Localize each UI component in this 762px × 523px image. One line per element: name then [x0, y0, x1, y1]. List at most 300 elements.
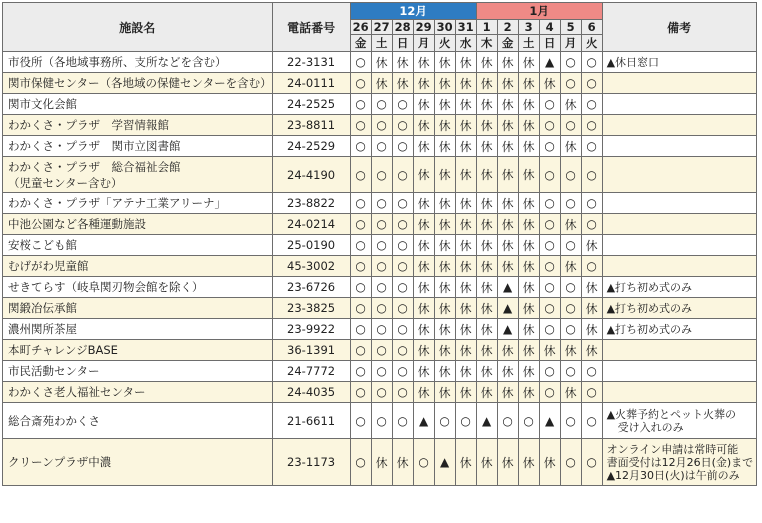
status-cell: 休: [518, 319, 539, 340]
status-cell: ○: [392, 115, 413, 136]
status-cell: ○: [392, 361, 413, 382]
status-cell: 休: [476, 340, 497, 361]
status-cell: 休: [560, 256, 581, 277]
status-cell: 休: [518, 298, 539, 319]
weekday: 金: [497, 35, 518, 52]
status-cell: 休: [518, 52, 539, 73]
status-cell: 休: [434, 298, 455, 319]
day-number: 4: [539, 20, 560, 35]
status-cell: 休: [497, 340, 518, 361]
phone-number: 24-2525: [272, 94, 350, 115]
status-cell: 休: [560, 214, 581, 235]
weekday: 日: [392, 35, 413, 52]
facility-name-line: わかくさ・プラザ「アテナ工業アリーナ」: [8, 196, 227, 210]
status-cell: ○: [581, 73, 602, 94]
status-cell: 休: [539, 439, 560, 486]
month-december: 12月: [350, 3, 476, 20]
table-row: [3, 157, 757, 193]
notes-cell: [602, 214, 756, 235]
status-cell: 休: [518, 361, 539, 382]
phone-number: 24-2529: [272, 136, 350, 157]
status-cell: 休: [539, 340, 560, 361]
status-cell: 休: [581, 298, 602, 319]
status-cell: ○: [539, 319, 560, 340]
day-number: 31: [455, 20, 476, 35]
status-cell: 休: [560, 340, 581, 361]
status-cell: 休: [476, 382, 497, 403]
status-cell: ○: [392, 403, 413, 439]
status-cell: 休: [476, 94, 497, 115]
weekday: 月: [560, 35, 581, 52]
status-cell: 休: [455, 115, 476, 136]
status-cell: ○: [350, 298, 371, 319]
status-cell: 休: [434, 214, 455, 235]
status-cell: ○: [581, 361, 602, 382]
phone-number: 24-7772: [272, 361, 350, 382]
status-cell: 休: [455, 214, 476, 235]
status-cell: 休: [497, 256, 518, 277]
day-number: 30: [434, 20, 455, 35]
status-cell: 休: [455, 73, 476, 94]
month-january: 1月: [476, 3, 602, 20]
day-number: 1: [476, 20, 497, 35]
phone-number: 23-3825: [272, 298, 350, 319]
status-cell: 休: [455, 136, 476, 157]
note-line: ▲休日窓口: [606, 55, 660, 69]
status-cell: ○: [371, 94, 392, 115]
facility-name-line: 関市文化会館: [8, 97, 77, 111]
status-cell: 休: [476, 115, 497, 136]
status-cell: 休: [518, 136, 539, 157]
status-cell: 休: [497, 235, 518, 256]
table-row: [3, 361, 757, 382]
phone-number: 23-8811: [272, 115, 350, 136]
status-cell: 休: [476, 157, 497, 193]
table-row: [3, 193, 757, 214]
status-cell: 休: [455, 382, 476, 403]
notes-cell: [602, 340, 756, 361]
status-cell: ○: [371, 157, 392, 193]
weekday: 日: [539, 35, 560, 52]
phone-number: 23-8822: [272, 193, 350, 214]
status-cell: ○: [392, 157, 413, 193]
status-cell: 休: [497, 382, 518, 403]
weekday: 水: [455, 35, 476, 52]
status-cell: ▲: [434, 439, 455, 486]
facility-name: [3, 403, 273, 439]
status-cell: 休: [455, 340, 476, 361]
notes-cell: [602, 298, 756, 319]
status-cell: ○: [392, 298, 413, 319]
facility-name: [3, 340, 273, 361]
status-cell: 休: [413, 382, 434, 403]
status-cell: 休: [413, 277, 434, 298]
status-cell: 休: [518, 115, 539, 136]
facility-name-line: 関鍛冶伝承館: [8, 301, 77, 315]
note-line: ▲火葬予約とペット火葬の: [606, 407, 737, 421]
status-cell: ○: [560, 235, 581, 256]
weekday: 金: [350, 35, 371, 52]
phone-number: 24-4035: [272, 382, 350, 403]
status-cell: ○: [350, 256, 371, 277]
notes-header: 備考: [602, 3, 756, 52]
phone-number: 45-3002: [272, 256, 350, 277]
facility-name-line: わかくさ・プラザ 関市立図書館: [8, 139, 181, 153]
status-cell: ○: [539, 157, 560, 193]
status-cell: 休: [497, 439, 518, 486]
weekday: 木: [476, 35, 497, 52]
facility-name: [3, 382, 273, 403]
status-cell: 休: [518, 94, 539, 115]
status-cell: ○: [350, 319, 371, 340]
status-cell: 休: [539, 73, 560, 94]
status-cell: ○: [350, 277, 371, 298]
status-cell: ○: [539, 193, 560, 214]
table-row: [3, 115, 757, 136]
status-cell: 休: [476, 319, 497, 340]
facility-name-line: 総合斎苑わかくさ: [8, 413, 100, 428]
facility-header: 施設名: [3, 3, 273, 52]
status-cell: ○: [371, 214, 392, 235]
status-cell: 休: [434, 361, 455, 382]
status-cell: ○: [350, 439, 371, 486]
status-cell: ○: [581, 439, 602, 486]
status-cell: ○: [518, 403, 539, 439]
status-cell: ▲: [539, 52, 560, 73]
status-cell: ○: [539, 256, 560, 277]
status-cell: 休: [581, 340, 602, 361]
status-cell: 休: [518, 256, 539, 277]
status-cell: 休: [497, 193, 518, 214]
status-cell: 休: [455, 52, 476, 73]
facility-name: [3, 115, 273, 136]
status-cell: 休: [455, 94, 476, 115]
status-cell: 休: [560, 94, 581, 115]
facility-name-line: 安桜こども館: [8, 238, 77, 252]
status-cell: 休: [413, 340, 434, 361]
note-line: ▲打ち初め式のみ: [606, 322, 693, 336]
status-cell: 休: [518, 193, 539, 214]
status-cell: 休: [434, 382, 455, 403]
facility-name-line: せきてらす（岐阜関刃物会館を除く）: [8, 280, 204, 294]
facility-name-line: わかくさ老人福祉センター: [8, 385, 146, 399]
status-cell: 休: [518, 214, 539, 235]
day-number: 27: [371, 20, 392, 35]
status-cell: 休: [413, 73, 434, 94]
facility-name: [3, 52, 273, 73]
status-cell: 休: [392, 73, 413, 94]
day-number: 2: [497, 20, 518, 35]
status-cell: ○: [371, 277, 392, 298]
status-cell: ○: [350, 214, 371, 235]
status-cell: 休: [413, 52, 434, 73]
status-cell: 休: [434, 52, 455, 73]
status-cell: ○: [455, 403, 476, 439]
status-cell: 休: [497, 94, 518, 115]
facility-name-line: 関市保健センター（各地域の保健センターを含む）: [8, 76, 272, 90]
status-cell: 休: [518, 439, 539, 486]
status-cell: 休: [434, 256, 455, 277]
status-cell: 休: [497, 157, 518, 193]
status-cell: ○: [497, 403, 518, 439]
phone-number: 25-0190: [272, 235, 350, 256]
status-cell: 休: [476, 214, 497, 235]
status-cell: 休: [413, 193, 434, 214]
status-cell: ○: [371, 319, 392, 340]
status-cell: 休: [581, 319, 602, 340]
status-cell: 休: [497, 115, 518, 136]
status-cell: ▲: [497, 277, 518, 298]
status-cell: 休: [476, 193, 497, 214]
phone-number: 23-1173: [272, 439, 350, 486]
status-cell: ○: [392, 340, 413, 361]
facility-name: [3, 256, 273, 277]
status-cell: 休: [476, 52, 497, 73]
status-cell: 休: [455, 319, 476, 340]
status-cell: ○: [413, 439, 434, 486]
notes-cell: [602, 136, 756, 157]
status-cell: ○: [371, 235, 392, 256]
status-cell: ○: [350, 193, 371, 214]
status-cell: 休: [518, 382, 539, 403]
status-cell: ○: [371, 115, 392, 136]
status-cell: 休: [413, 319, 434, 340]
status-cell: ○: [434, 403, 455, 439]
status-cell: ○: [560, 277, 581, 298]
note-line: ▲打ち初め式のみ: [606, 280, 693, 294]
status-cell: 休: [518, 157, 539, 193]
facility-name-line: 市民活動センター: [8, 364, 100, 378]
facility-name-line: 濃州関所茶屋: [8, 322, 77, 336]
status-cell: 休: [392, 52, 413, 73]
status-cell: 休: [413, 256, 434, 277]
status-cell: 休: [455, 157, 476, 193]
status-cell: ○: [371, 256, 392, 277]
notes-cell: [602, 115, 756, 136]
weekday: 土: [371, 35, 392, 52]
status-cell: ○: [539, 235, 560, 256]
status-cell: 休: [455, 193, 476, 214]
status-cell: ○: [371, 340, 392, 361]
status-cell: 休: [371, 439, 392, 486]
weekday: 土: [518, 35, 539, 52]
phone-number: 24-0214: [272, 214, 350, 235]
table-row: [3, 94, 757, 115]
status-cell: 休: [497, 214, 518, 235]
status-cell: ○: [539, 214, 560, 235]
status-cell: ○: [392, 94, 413, 115]
status-cell: ○: [560, 157, 581, 193]
status-cell: 休: [434, 115, 455, 136]
status-cell: 休: [434, 73, 455, 94]
status-cell: ○: [560, 73, 581, 94]
status-cell: 休: [476, 136, 497, 157]
status-cell: ○: [581, 94, 602, 115]
day-number: 29: [413, 20, 434, 35]
status-cell: ○: [539, 361, 560, 382]
facility-name: [3, 361, 273, 382]
facility-name-line: 中池公園など各種運動施設: [8, 217, 146, 231]
status-cell: ○: [560, 52, 581, 73]
notes-cell: [602, 403, 756, 439]
facility-name-line: むげがわ児童館: [8, 259, 89, 273]
status-cell: ○: [392, 136, 413, 157]
notes-cell: [602, 319, 756, 340]
notes-cell: [602, 361, 756, 382]
facility-name: [3, 73, 273, 94]
holiday-schedule: [2, 2, 757, 486]
status-cell: ○: [560, 319, 581, 340]
status-cell: 休: [413, 235, 434, 256]
phone-header: 電話番号: [272, 3, 350, 52]
notes-cell: [602, 277, 756, 298]
status-cell: ○: [392, 319, 413, 340]
status-cell: ○: [581, 256, 602, 277]
status-cell: 休: [476, 235, 497, 256]
phone-number: 22-3131: [272, 52, 350, 73]
notes-cell: [602, 52, 756, 73]
status-cell: ○: [560, 115, 581, 136]
status-cell: 休: [497, 361, 518, 382]
day-number: 28: [392, 20, 413, 35]
status-cell: 休: [434, 157, 455, 193]
table-row: [3, 298, 757, 319]
status-cell: ○: [371, 403, 392, 439]
status-cell: 休: [476, 277, 497, 298]
notes-cell: [602, 94, 756, 115]
table-row: [3, 256, 757, 277]
phone-number: 36-1391: [272, 340, 350, 361]
status-cell: 休: [413, 115, 434, 136]
status-cell: ○: [350, 94, 371, 115]
notes-cell: [602, 382, 756, 403]
status-cell: 休: [476, 298, 497, 319]
status-cell: ▲: [497, 319, 518, 340]
status-cell: 休: [560, 382, 581, 403]
status-cell: 休: [518, 340, 539, 361]
status-cell: 休: [476, 361, 497, 382]
status-cell: ○: [539, 136, 560, 157]
notes-cell: [602, 235, 756, 256]
status-cell: ○: [560, 193, 581, 214]
table-row: [3, 439, 757, 486]
status-cell: 休: [455, 277, 476, 298]
status-cell: ○: [539, 382, 560, 403]
status-cell: ○: [371, 193, 392, 214]
status-cell: 休: [476, 256, 497, 277]
status-cell: 休: [434, 277, 455, 298]
status-cell: 休: [476, 73, 497, 94]
status-cell: 休: [455, 256, 476, 277]
status-cell: 休: [581, 277, 602, 298]
status-cell: ○: [539, 298, 560, 319]
status-cell: 休: [518, 235, 539, 256]
note-line: 書面受付は12月26日(金)まで: [606, 455, 754, 469]
status-cell: 休: [434, 136, 455, 157]
status-cell: 休: [434, 193, 455, 214]
status-cell: 休: [455, 361, 476, 382]
table-row: [3, 340, 757, 361]
status-cell: ○: [392, 382, 413, 403]
status-cell: ○: [560, 298, 581, 319]
table-row: [3, 382, 757, 403]
status-cell: ○: [581, 52, 602, 73]
weekday: 火: [434, 35, 455, 52]
status-cell: ○: [581, 382, 602, 403]
status-cell: ▲: [413, 403, 434, 439]
status-cell: ○: [350, 235, 371, 256]
phone-number: 24-4190: [272, 157, 350, 193]
table-row: [3, 136, 757, 157]
status-cell: ○: [581, 193, 602, 214]
status-cell: 休: [413, 361, 434, 382]
status-cell: 休: [518, 73, 539, 94]
schedule-table: [2, 2, 757, 486]
status-cell: 休: [581, 235, 602, 256]
status-cell: 休: [413, 214, 434, 235]
facility-name-line: わかくさ・プラザ 総合福祉会館: [8, 159, 181, 174]
status-cell: ○: [350, 52, 371, 73]
status-cell: ○: [371, 136, 392, 157]
facility-name-line: クリーンプラザ中濃: [8, 455, 112, 469]
table-row: [3, 214, 757, 235]
day-number: 5: [560, 20, 581, 35]
facility-name: [3, 298, 273, 319]
status-cell: ○: [350, 340, 371, 361]
status-cell: 休: [518, 277, 539, 298]
weekday: 月: [413, 35, 434, 52]
status-cell: ○: [350, 73, 371, 94]
facility-name: [3, 277, 273, 298]
notes-cell: [602, 193, 756, 214]
status-cell: ○: [560, 439, 581, 486]
phone-number: 23-6726: [272, 277, 350, 298]
notes-cell: [602, 256, 756, 277]
facility-name-line: 本町チャレンジBASE: [8, 343, 118, 357]
status-cell: ○: [392, 256, 413, 277]
status-cell: ○: [392, 193, 413, 214]
status-cell: ○: [371, 382, 392, 403]
status-cell: ○: [581, 214, 602, 235]
status-cell: ○: [581, 136, 602, 157]
facility-name: [3, 235, 273, 256]
status-cell: ○: [560, 361, 581, 382]
table-row: [3, 235, 757, 256]
day-number: 26: [350, 20, 371, 35]
status-cell: 休: [434, 319, 455, 340]
facility-name: [3, 319, 273, 340]
status-cell: 休: [413, 298, 434, 319]
phone-number: 21-6611: [272, 403, 350, 439]
notes-cell: [602, 157, 756, 193]
status-cell: ▲: [497, 298, 518, 319]
status-cell: 休: [560, 136, 581, 157]
facility-name: [3, 94, 273, 115]
status-cell: ○: [560, 403, 581, 439]
notes-cell: [602, 439, 756, 486]
table-row: [3, 403, 757, 439]
status-cell: 休: [434, 94, 455, 115]
status-cell: ▲: [476, 403, 497, 439]
facility-name-line: （児童センター含む）: [8, 175, 123, 190]
status-cell: ○: [371, 361, 392, 382]
status-cell: ○: [350, 403, 371, 439]
status-cell: ▲: [539, 403, 560, 439]
table-row: [3, 319, 757, 340]
notes-cell: [602, 73, 756, 94]
status-cell: ○: [581, 157, 602, 193]
status-cell: ○: [581, 403, 602, 439]
